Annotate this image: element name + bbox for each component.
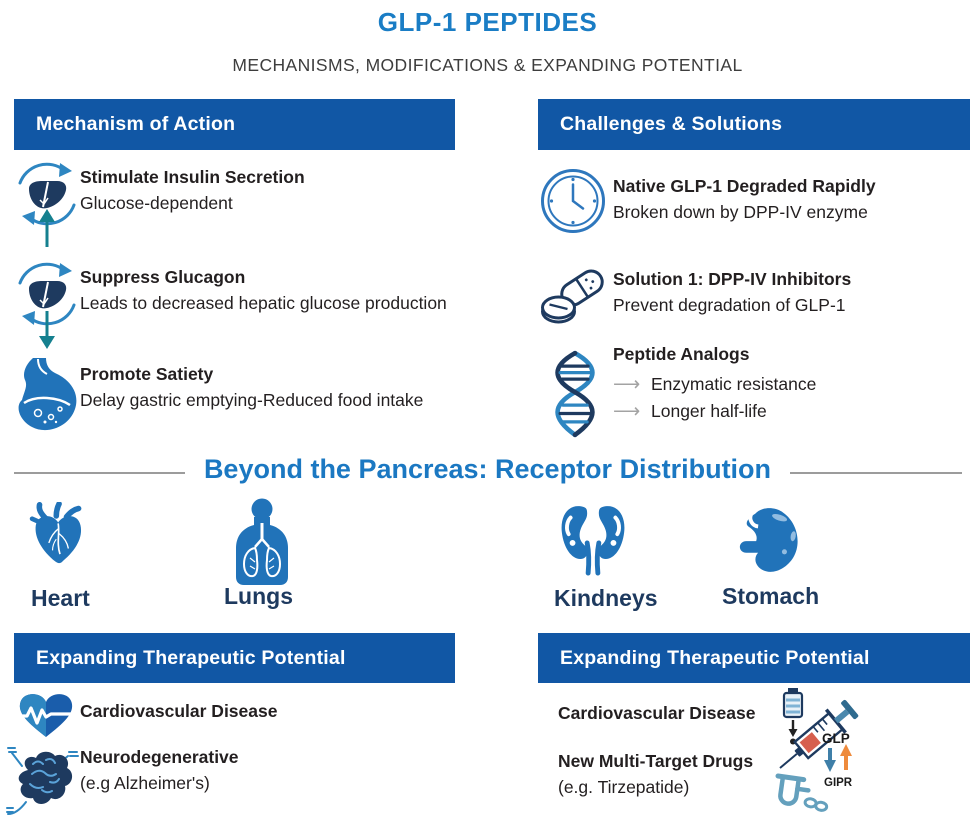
section-header-mechanism-label: Mechanism of Action [36, 113, 236, 135]
therapeutic-right-item-2 [558, 751, 753, 799]
therapeutic-left-item-2-title: Neurodegenerative [80, 747, 239, 767]
peptide-bullet-1 [613, 373, 816, 396]
peptide-bullet-2 [613, 400, 816, 423]
liver-cycle-down-icon [12, 261, 82, 351]
therapeutic-right-item-2-desc: (e.g. Tirzepatide) [558, 776, 690, 797]
mechanism-item-2 [80, 267, 447, 315]
therapeutic-left-item-1-title: Cardiovascular Disease [80, 701, 278, 721]
pills-icon [537, 264, 609, 328]
challenge-item-1-desc: Broken down by DPP-IV enzyme [613, 201, 868, 222]
challenge-item-2 [613, 269, 851, 317]
kidneys-icon [556, 502, 630, 578]
mechanism-item-3-desc: Delay gastric emptying-Reduced food intake [80, 389, 424, 410]
section-header-therapeutic-left-label: Expanding Therapeutic Potential [36, 647, 346, 669]
challenge-item-1-title: Native GLP-1 Degraded Rapidly [613, 176, 876, 196]
right-arrow-icon: ⟶ [613, 400, 641, 422]
mechanism-item-1-title: Stimulate Insulin Secretion [80, 167, 305, 187]
challenge-item-2-desc: Prevent degradation of GLP-1 [613, 294, 846, 315]
heart-icon [26, 502, 94, 582]
section-header-therapeutic-right-label: Expanding Therapeutic Potential [560, 647, 870, 669]
challenge-item-3 [613, 344, 816, 423]
challenge-item-3-title: Peptide Analogs [613, 344, 750, 364]
brain-icon [6, 738, 80, 822]
therapeutic-left-item-1 [80, 701, 277, 723]
section-header-challenges [538, 99, 970, 150]
heart-pulse-icon [15, 689, 77, 743]
mechanism-item-1-desc: Glucose-dependent [80, 192, 233, 213]
organ-label-stomach: Stomach [722, 583, 820, 609]
page-subtitle: MECHANISMS, MODIFICATIONS & EXPANDING POTENTIAL [232, 55, 743, 75]
peptide-bullet-2-label: Longer half-life [651, 400, 767, 421]
section-header-mechanism [14, 99, 455, 150]
mechanism-item-2-title: Suppress Glucagon [80, 267, 246, 287]
challenge-item-1 [613, 176, 876, 224]
organ-label-heart: Heart [31, 585, 90, 611]
stomach-organ-icon [718, 506, 808, 582]
organ-label-kidneys: Kindneys [554, 585, 658, 611]
therapeutic-left-item-2-desc: (e.g Alzheimer's) [80, 772, 210, 793]
mechanism-item-3-title: Promote Satiety [80, 364, 214, 384]
glp-label: GLP [822, 731, 850, 746]
liver-cycle-up-icon [12, 161, 82, 251]
dna-icon [549, 346, 601, 442]
gipr-label: GIPR [824, 777, 853, 789]
clock-icon [540, 168, 606, 234]
therapeutic-right-item-1-title: Cardiovascular Disease [558, 703, 756, 723]
stomach-icon [8, 356, 88, 440]
section-header-therapeutic-right [538, 633, 970, 683]
therapeutic-left-item-2 [80, 747, 239, 795]
page-title: GLP-1 PEPTIDES [377, 7, 598, 37]
right-arrow-icon: ⟶ [613, 373, 641, 395]
mechanism-item-2-desc: Leads to decreased hepatic glucose production [80, 292, 447, 313]
challenge-item-2-title: Solution 1: DPP-IV Inhibitors [613, 269, 852, 289]
section-header-therapeutic-left [14, 633, 455, 683]
organ-label-lungs: Lungs [224, 583, 293, 609]
receptor-section-title: Beyond the Pancreas: Receptor Distribution [203, 454, 772, 484]
glp-gipr-drug-icon [770, 686, 905, 821]
therapeutic-right-item-2-title: New Multi-Target Drugs [558, 751, 754, 771]
peptide-bullet-1-label: Enzymatic resistance [651, 373, 817, 394]
therapeutic-right-item-1 [558, 703, 755, 725]
mechanism-item-1 [80, 167, 305, 215]
mechanism-item-3 [80, 364, 423, 412]
section-header-challenges-label: Challenges & Solutions [560, 113, 783, 135]
lungs-icon [230, 498, 294, 586]
